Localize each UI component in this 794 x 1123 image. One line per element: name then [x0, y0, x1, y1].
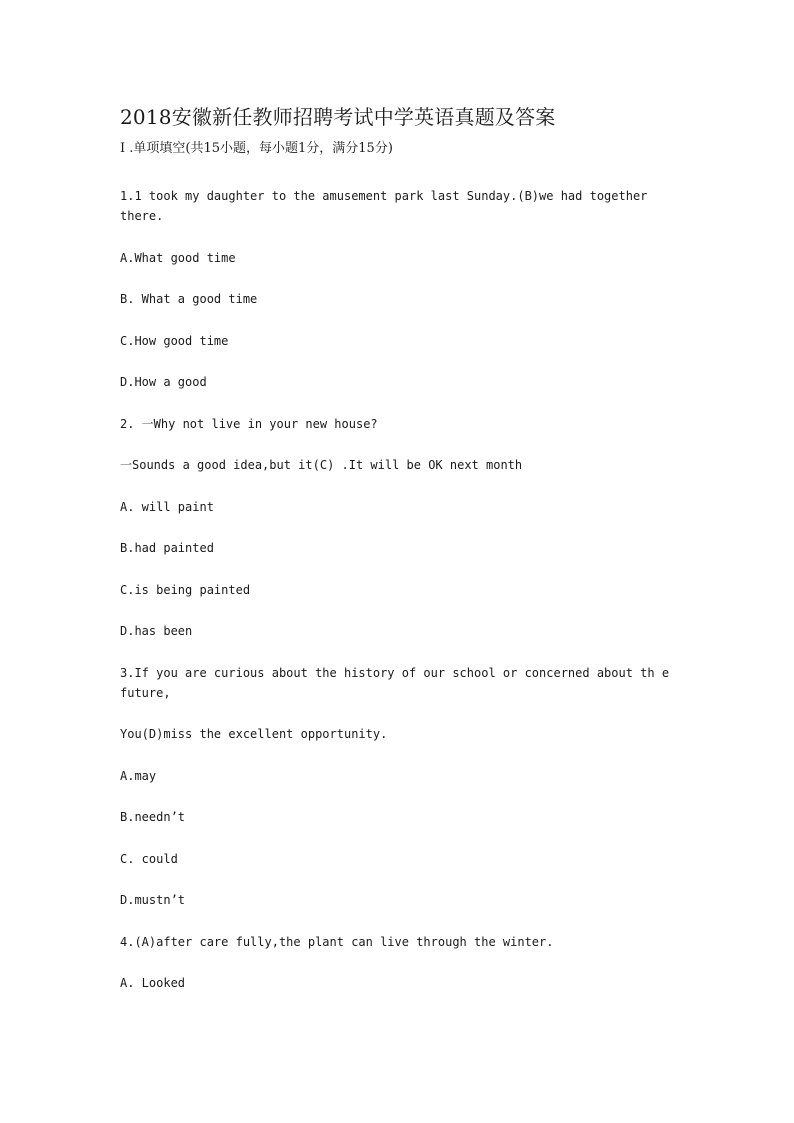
question-2-option-b: B.had painted	[120, 541, 214, 555]
question-1-stem-line-1: 1.1 took my daughter to the amusement park last Sunday.(B)we had together	[120, 189, 648, 203]
question-2-option-c: C.is being painted	[120, 582, 251, 597]
question-1-stem-line-2: there.	[120, 209, 164, 223]
question-3-option-b: B.needn’t	[120, 810, 186, 824]
question-2-option-a: A. will paint	[120, 499, 214, 514]
question-1-option-b: B. What a good time	[120, 292, 258, 306]
section-heading: I .单项填空(共15小题，每小题1分，满分15分)	[120, 141, 393, 156]
question-1-option-c: C.How good time	[120, 333, 229, 348]
question-3-stem-continuation: You(D)miss the excellent opportunity.	[120, 727, 388, 741]
question-3-option-a: A.may	[120, 768, 157, 783]
question-2	[120, 414, 676, 663]
question-3-option-c: C. could	[120, 851, 178, 866]
document-page	[120, 104, 676, 993]
question-3-stem-line-2: future,	[120, 685, 171, 700]
question-3	[120, 663, 676, 932]
question-1-option-a: A.What good time	[120, 250, 236, 265]
question-4	[120, 932, 676, 994]
question-2-stem: 2. 一Why not live in your new house?	[120, 416, 378, 431]
question-1	[120, 186, 676, 414]
question-3-stem-line-1: 3.If you are curious about the history of our school or concerned about th e	[120, 665, 670, 680]
question-1-option-d: D.How a good	[120, 375, 207, 389]
question-4-option-a: A. Looked	[120, 976, 186, 990]
document-title: 2018安徽新任教师招聘考试中学英语真题及答案	[120, 105, 556, 129]
question-2-option-d: D.has been	[120, 624, 193, 638]
question-4-stem: 4.(A)after care fully,the plant can live through the winter.	[120, 934, 554, 949]
question-3-option-d: D.mustn’t	[120, 893, 186, 907]
question-2-stem-reply: 一Sounds a good idea,but it(C) .It will be OK next month	[120, 458, 523, 472]
